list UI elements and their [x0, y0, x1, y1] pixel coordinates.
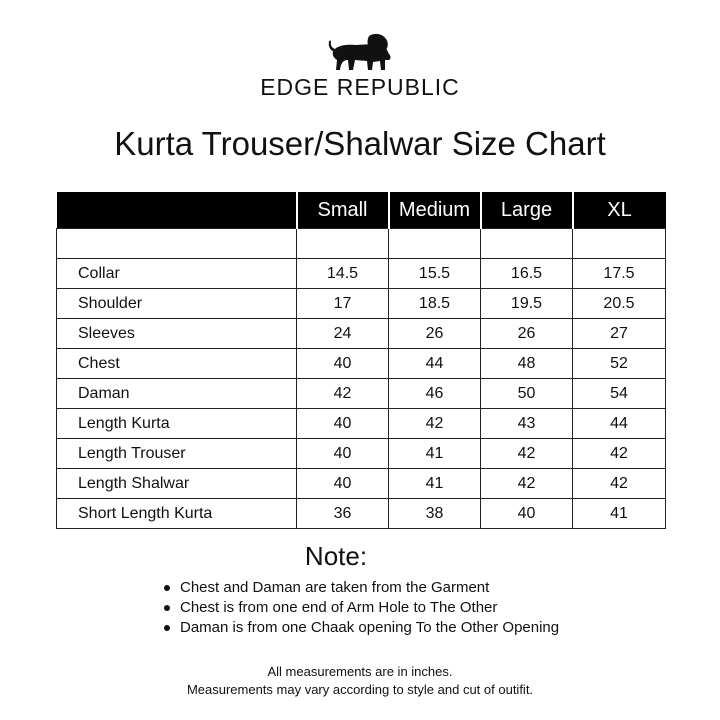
- size-value-cell: 20.5: [573, 289, 666, 319]
- row-label-cell: Sleeves: [57, 319, 297, 349]
- size-value-cell: 24: [297, 319, 389, 349]
- size-value-cell: [297, 229, 389, 259]
- size-value-cell: 40: [481, 499, 573, 529]
- size-value-cell: 42: [481, 439, 573, 469]
- header-cell: Large: [481, 192, 573, 229]
- row-label-cell: Chest: [57, 349, 297, 379]
- note-item: Chest is from one end of Arm Hole to The Other: [180, 598, 559, 618]
- header-cell: Medium: [389, 192, 481, 229]
- size-value-cell: 50: [481, 379, 573, 409]
- table-row: [57, 289, 666, 319]
- table-row: [57, 229, 666, 259]
- note-title: Note:: [304, 541, 368, 571]
- size-value-cell: 15.5: [389, 259, 481, 289]
- size-value-cell: 44: [389, 349, 481, 379]
- table-row: [57, 259, 666, 289]
- table-row: [57, 499, 666, 529]
- size-value-cell: 42: [481, 469, 573, 499]
- header-cell: XL: [573, 192, 666, 229]
- size-value-cell: 17.5: [573, 259, 666, 289]
- size-value-cell: 40: [297, 349, 389, 379]
- size-value-cell: 41: [389, 469, 481, 499]
- size-value-cell: 42: [297, 379, 389, 409]
- size-value-cell: 40: [297, 409, 389, 439]
- size-value-cell: 26: [389, 319, 481, 349]
- row-label-cell: Shoulder: [57, 289, 297, 319]
- brand-name: EDGE REPUBLIC: [260, 74, 460, 100]
- table-row: [57, 409, 666, 439]
- footer-disclaimer: [0, 663, 720, 699]
- header-cell: [57, 192, 297, 229]
- brand-logo: [0, 30, 720, 101]
- row-label-cell: Length Shalwar: [57, 469, 297, 499]
- footer-line: Measurements may vary according to style and cut of outifit.: [186, 682, 534, 697]
- row-label-cell: Daman: [57, 379, 297, 409]
- size-value-cell: 17: [297, 289, 389, 319]
- table-row: [57, 469, 666, 499]
- size-value-cell: 41: [573, 499, 666, 529]
- size-value-cell: 36: [297, 499, 389, 529]
- size-value-cell: 14.5: [297, 259, 389, 289]
- size-value-cell: 40: [297, 469, 389, 499]
- row-label-cell: [57, 229, 297, 259]
- size-value-cell: 40: [297, 439, 389, 469]
- size-value-cell: 46: [389, 379, 481, 409]
- lion-icon: [325, 30, 395, 72]
- size-value-cell: [389, 229, 481, 259]
- size-value-cell: 42: [573, 469, 666, 499]
- size-value-cell: 54: [573, 379, 666, 409]
- size-value-cell: 27: [573, 319, 666, 349]
- size-value-cell: 43: [481, 409, 573, 439]
- row-label-cell: Collar: [57, 259, 297, 289]
- size-value-cell: [481, 229, 573, 259]
- size-value-cell: 16.5: [481, 259, 573, 289]
- size-value-cell: 42: [573, 439, 666, 469]
- table-row: [57, 349, 666, 379]
- page-title: Kurta Trouser/Shalwar Size Chart: [114, 125, 606, 162]
- size-chart-table: [56, 192, 666, 529]
- row-label-cell: Short Length Kurta: [57, 499, 297, 529]
- size-value-cell: 26: [481, 319, 573, 349]
- size-value-cell: 18.5: [389, 289, 481, 319]
- note-item: Chest and Daman are taken from the Garment: [180, 578, 559, 598]
- size-value-cell: 41: [389, 439, 481, 469]
- size-value-cell: 44: [573, 409, 666, 439]
- size-value-cell: 38: [389, 499, 481, 529]
- size-value-cell: 42: [389, 409, 481, 439]
- header-cell: Small: [297, 192, 389, 229]
- footer-line: All measurements are in inches.: [267, 664, 453, 679]
- note-list: [180, 578, 559, 638]
- size-value-cell: 48: [481, 349, 573, 379]
- size-value-cell: 52: [573, 349, 666, 379]
- table-row: [57, 439, 666, 469]
- row-label-cell: Length Trouser: [57, 439, 297, 469]
- table-row: [57, 379, 666, 409]
- size-value-cell: 19.5: [481, 289, 573, 319]
- row-label-cell: Length Kurta: [57, 409, 297, 439]
- table-header-row: [57, 192, 666, 229]
- size-value-cell: [573, 229, 666, 259]
- table-row: [57, 319, 666, 349]
- note-item: Daman is from one Chaak opening To the Other Opening: [180, 619, 560, 636]
